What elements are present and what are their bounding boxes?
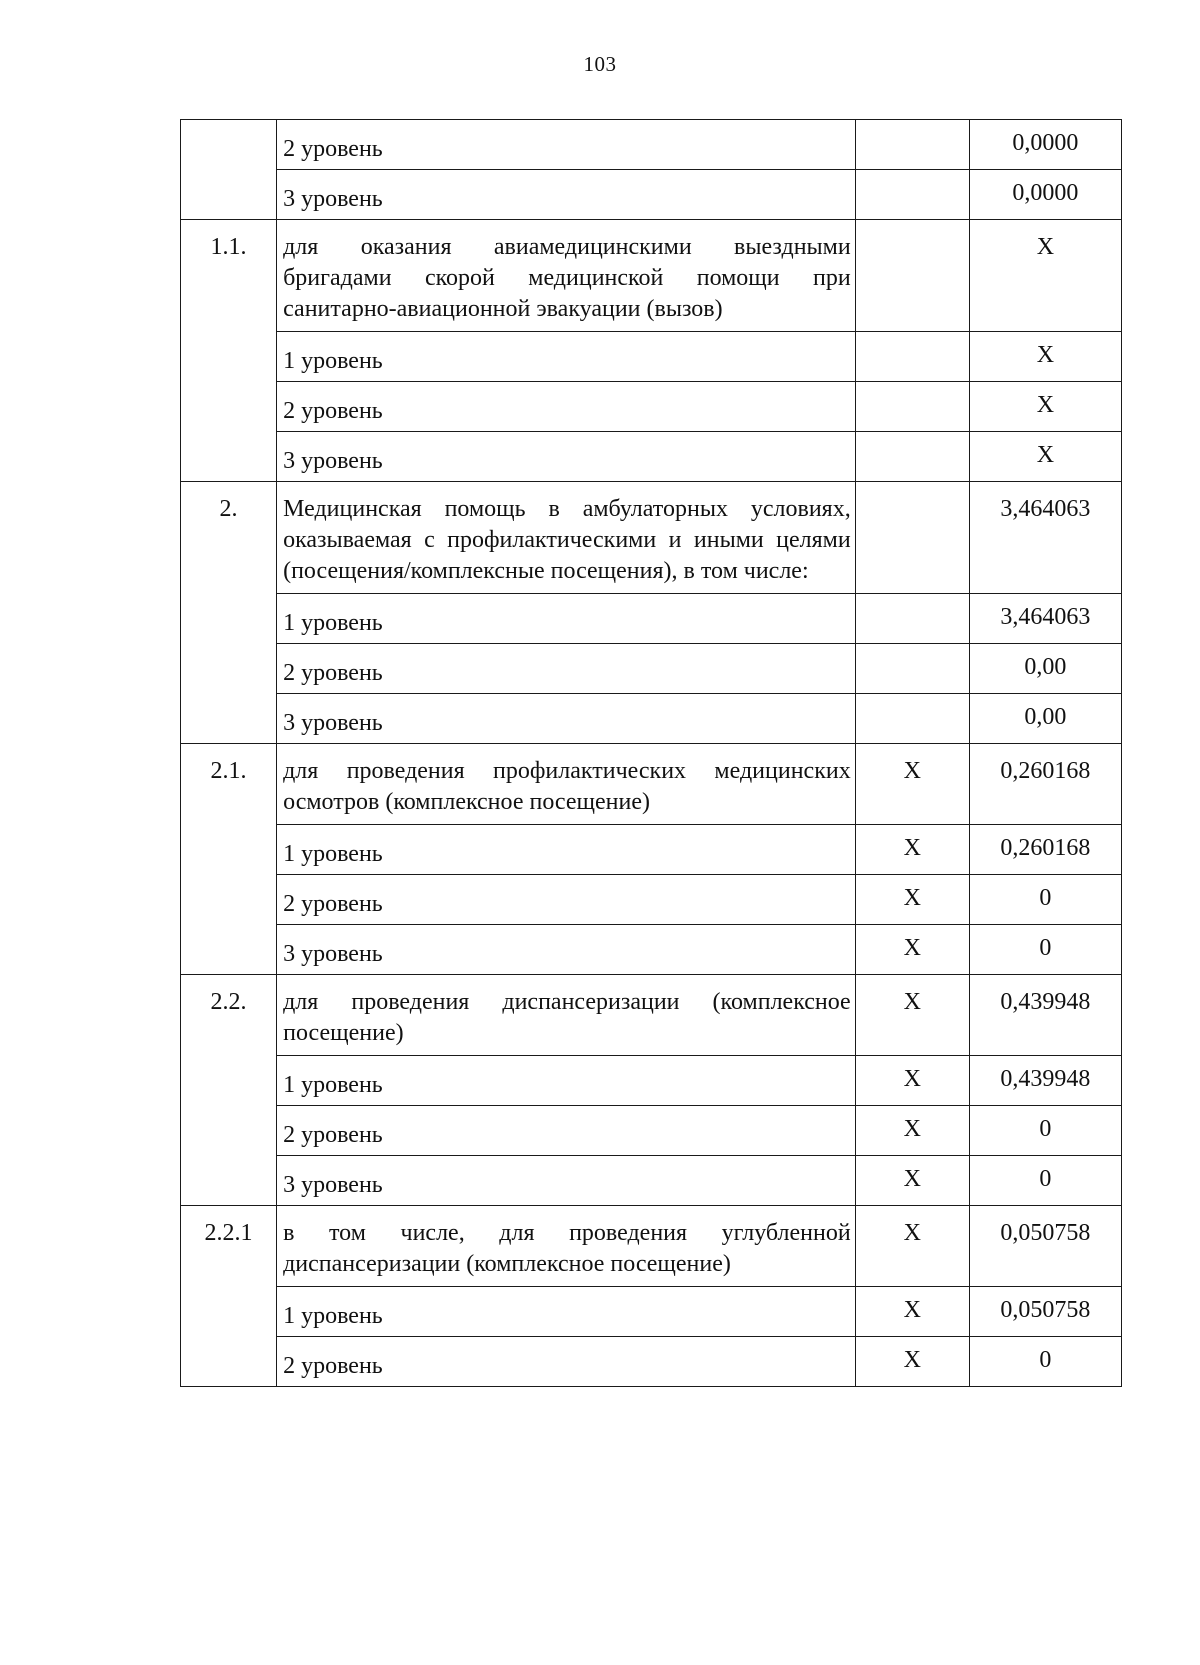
level-mid-value (855, 644, 969, 694)
level-mid-value: X (855, 1106, 969, 1156)
table-row (181, 1206, 1122, 1287)
level-label: 3 уровень (277, 1156, 856, 1206)
table-row (181, 120, 1122, 170)
level-value: X (969, 382, 1121, 432)
section-title: в том числе, для проведения углубленной диспансеризации (комплексное посещение) (277, 1206, 856, 1287)
level-value: 0 (969, 925, 1121, 975)
row-number: 2.1. (181, 744, 277, 975)
table-row (181, 875, 1122, 925)
section-mid-value: X (855, 1206, 969, 1287)
section-mid-value (855, 482, 969, 594)
level-value: 0,00 (969, 644, 1121, 694)
level-value: 0,439948 (969, 1056, 1121, 1106)
level-mid-value: X (855, 1156, 969, 1206)
row-number: 1.1. (181, 220, 277, 482)
section-value: 0,050758 (969, 1206, 1121, 1287)
level-label: 3 уровень (277, 432, 856, 482)
section-title: Медицинская помощь в амбулаторных условиях, оказываемая с профилактическими и иными целями (посещения/комплексные посещения), в том числе: (277, 482, 856, 594)
level-label: 1 уровень (277, 594, 856, 644)
section-mid-value: X (855, 975, 969, 1056)
level-mid-value: X (855, 1337, 969, 1387)
table-row (181, 1056, 1122, 1106)
section-title: для проведения профилактических медицинских осмотров (комплексное посещение) (277, 744, 856, 825)
level-value: 0 (969, 1106, 1121, 1156)
table-row (181, 332, 1122, 382)
section-value: X (969, 220, 1121, 332)
level-label: 3 уровень (277, 925, 856, 975)
table-row (181, 1287, 1122, 1337)
level-mid-value (855, 170, 969, 220)
level-label: 2 уровень (277, 382, 856, 432)
level-label: 2 уровень (277, 644, 856, 694)
table-row (181, 482, 1122, 594)
level-label: 1 уровень (277, 1287, 856, 1337)
level-mid-value (855, 694, 969, 744)
table-row (181, 1156, 1122, 1206)
table-row (181, 644, 1122, 694)
table-row (181, 1337, 1122, 1387)
level-value: X (969, 432, 1121, 482)
level-mid-value: X (855, 875, 969, 925)
level-value: 0,050758 (969, 1287, 1121, 1337)
level-value: 0,0000 (969, 170, 1121, 220)
section-value: 0,260168 (969, 744, 1121, 825)
level-mid-value (855, 594, 969, 644)
table-row (181, 382, 1122, 432)
table-row (181, 432, 1122, 482)
level-value: 0 (969, 875, 1121, 925)
table-row (181, 694, 1122, 744)
level-value: 0,260168 (969, 825, 1121, 875)
level-mid-value (855, 382, 969, 432)
row-number: 2.2. (181, 975, 277, 1206)
section-mid-value: X (855, 744, 969, 825)
table-row (181, 594, 1122, 644)
level-mid-value: X (855, 1287, 969, 1337)
level-label: 3 уровень (277, 170, 856, 220)
page-number: 103 (583, 52, 617, 76)
level-mid-value (855, 332, 969, 382)
level-label: 1 уровень (277, 825, 856, 875)
level-value: 0 (969, 1337, 1121, 1387)
section-value: 3,464063 (969, 482, 1121, 594)
level-value: 3,464063 (969, 594, 1121, 644)
table-row (181, 170, 1122, 220)
section-value: 0,439948 (969, 975, 1121, 1056)
level-value: 0,0000 (969, 120, 1121, 170)
level-mid-value: X (855, 825, 969, 875)
row-number: 2. (181, 482, 277, 744)
level-mid-value (855, 432, 969, 482)
row-number: 2.2.1 (181, 1206, 277, 1387)
level-label: 2 уровень (277, 875, 856, 925)
section-mid-value (855, 220, 969, 332)
table-row (181, 1106, 1122, 1156)
level-value: X (969, 332, 1121, 382)
table-row (181, 744, 1122, 825)
table-row (181, 925, 1122, 975)
level-label: 2 уровень (277, 1337, 856, 1387)
section-title: для проведения диспансеризации (комплексное посещение) (277, 975, 856, 1056)
level-label: 2 уровень (277, 120, 856, 170)
table-row (181, 975, 1122, 1056)
table-row (181, 825, 1122, 875)
table-body (181, 120, 1122, 1387)
level-mid-value: X (855, 1056, 969, 1106)
level-label: 2 уровень (277, 1106, 856, 1156)
level-mid-value (855, 120, 969, 170)
level-label: 1 уровень (277, 1056, 856, 1106)
table-row (181, 220, 1122, 332)
level-mid-value: X (855, 925, 969, 975)
level-value: 0 (969, 1156, 1121, 1206)
level-label: 1 уровень (277, 332, 856, 382)
norms-table (180, 119, 1122, 1387)
section-title: для оказания авиамедицинскими выездными бригадами скорой медицинской помощи при санитарно-авиационной эвакуации (вызов) (277, 220, 856, 332)
level-label: 3 уровень (277, 694, 856, 744)
row-number (181, 120, 277, 220)
level-value: 0,00 (969, 694, 1121, 744)
